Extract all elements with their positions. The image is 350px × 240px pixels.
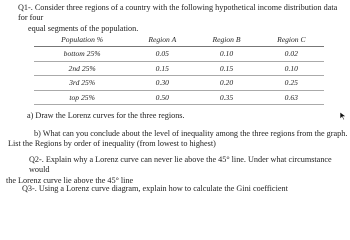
table-row	[34, 61, 324, 76]
table-cell: 0.15	[194, 61, 258, 76]
question-1b-line-2: List the Regions by order of inequality (from lowest to highest)	[8, 139, 216, 149]
income-distribution-table	[34, 34, 324, 105]
table-cell: 0.02	[259, 47, 324, 62]
question-1b-line-1: b) What can you conclude about the level of inequality among the three regions from the graph.	[34, 129, 348, 138]
header-region-b: Region B	[194, 34, 258, 47]
header-region-a: Region A	[130, 34, 194, 47]
question-1-line-1: Q1-. Consider three regions of a country with the following hypothetical income distribution data for four	[18, 3, 338, 23]
table-cell: 0.50	[130, 90, 194, 105]
table-cell: 0.20	[194, 76, 258, 91]
table-cell: 0.35	[194, 90, 258, 105]
table-cell: 0.63	[259, 90, 324, 105]
table-cell: 0.05	[130, 47, 194, 62]
header-region-c: Region C	[259, 34, 324, 47]
header-population: Population %	[34, 34, 130, 47]
question-1-line-2: equal segments of the population.	[28, 23, 139, 33]
table-row	[34, 90, 324, 105]
question-2-line-1: Q2-. Explain why a Lorenz curve can never lie above the 45° line. Under what circumstance would	[29, 155, 332, 175]
table-cell: 0.10	[194, 47, 258, 62]
question-2	[6, 155, 344, 186]
table-row	[34, 76, 324, 91]
question-1b	[8, 129, 348, 150]
table-row	[34, 47, 324, 62]
question-1a: a) Draw the Lorenz curves for the three regions.	[27, 111, 185, 120]
question-2-line-2: the Lorenz curve lie above the 45° line	[6, 175, 134, 185]
table-cell: top 25%	[34, 90, 130, 105]
table-header-row	[34, 34, 324, 47]
table-cell: 0.10	[259, 61, 324, 76]
table-cell: bottom 25%	[34, 47, 130, 62]
question-1	[18, 3, 343, 34]
table-cell: 3rd 25%	[34, 76, 130, 91]
question-3: Q3-. Using a Lorenz curve diagram, explain how to calculate the Gini coefficient	[22, 184, 288, 193]
table-cell: 2nd 25%	[34, 61, 130, 76]
table-cell: 0.25	[259, 76, 324, 91]
table-cell: 0.30	[130, 76, 194, 91]
table-cell: 0.15	[130, 61, 194, 76]
